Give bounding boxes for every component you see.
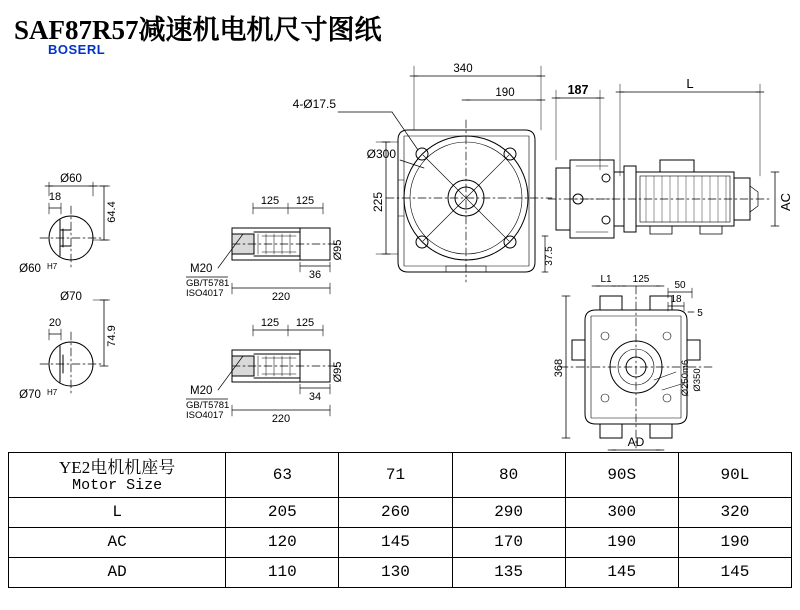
brand-logo: BOSERL (48, 42, 106, 57)
label-hub2-34: 34 (308, 391, 322, 403)
cell-AD-90S: 145 (565, 558, 678, 588)
cell-L-71: 260 (339, 498, 452, 528)
label-hub1-220: 220 (271, 291, 291, 303)
hub-assembly-2 (218, 325, 340, 416)
label-dim-225: 225 (371, 191, 385, 213)
table-header-size-4: 90L (678, 453, 791, 498)
label-shaft1-h7: H7 (47, 262, 58, 271)
table-header-size-1: 71 (339, 453, 452, 498)
table-row (9, 498, 792, 528)
label-dim-190: 190 (495, 87, 515, 99)
label-shaft1-dia60h7: Ø60 (19, 263, 41, 275)
page-title: SAF87R57减速机电机尺寸图纸 (14, 15, 382, 45)
label-shaft2-dia70h7: Ø70 (19, 389, 41, 401)
label-dim-18: 18 (670, 294, 682, 305)
label-hub2-std2: ISO4017 (186, 410, 224, 421)
cell-AD-63: 110 (226, 558, 339, 588)
label-dim-340: 340 (453, 63, 473, 75)
label-dim-AD: AD (627, 435, 645, 449)
label-hub1-dia95: Ø95 (332, 239, 344, 261)
label-hub1-m20: M20 (190, 263, 213, 275)
header-label-cn: YE2电机机座号 (59, 457, 176, 477)
table-row (9, 558, 792, 588)
cell-L-90S: 300 (565, 498, 678, 528)
label-dia-250m6: Ø250m6 (680, 359, 691, 397)
header-label-en: Motor Size (72, 476, 163, 494)
table-row (9, 528, 792, 558)
label-shaft1-18: 18 (48, 191, 62, 203)
label-hub2-220: 220 (271, 413, 291, 425)
cell-L-80: 290 (452, 498, 565, 528)
label-hub1-std1: GB/T5781 (186, 278, 230, 289)
label-hub1-36: 36 (308, 269, 322, 281)
label-dim-L: L (686, 76, 694, 91)
label-dim-AC: AC (778, 192, 793, 212)
row-label-AD: AD (9, 558, 226, 588)
label-dim-187: 187 (567, 83, 589, 97)
label-hub2-std1: GB/T5781 (186, 400, 230, 411)
cell-L-90L: 320 (678, 498, 791, 528)
cell-AC-90S: 190 (565, 528, 678, 558)
label-dim-L1: L1 (600, 274, 612, 285)
label-hub2-m20: M20 (190, 385, 213, 397)
label-dim-125: 125 (632, 274, 650, 285)
label-shaft1-dia60: Ø60 (60, 173, 82, 185)
label-hub2-125a: 125 (260, 317, 280, 329)
motor-size-table (8, 452, 792, 588)
label-4xdia17-5: 4-Ø17.5 (292, 97, 336, 111)
cell-AC-90L: 190 (678, 528, 791, 558)
label-dim-368: 368 (553, 358, 565, 378)
label-hub1-125a: 125 (260, 195, 280, 207)
label-dim-37-5: 37.5 (544, 246, 555, 266)
table-header-size-2: 80 (452, 453, 565, 498)
label-dim-5: 5 (697, 308, 703, 319)
label-dia-300: Ø300 (366, 147, 396, 161)
label-shaft1-64-4: 64.4 (106, 201, 118, 223)
cell-AC-63: 120 (226, 528, 339, 558)
cell-AD-71: 130 (339, 558, 452, 588)
label-dia-350: Ø350 (692, 368, 703, 392)
label-hub2-dia95: Ø95 (332, 361, 344, 383)
cell-AC-71: 145 (339, 528, 452, 558)
hub-assembly-1 (218, 203, 340, 294)
row-label-AC: AC (9, 528, 226, 558)
table-header-size-0: 63 (226, 453, 339, 498)
table-header-label (9, 453, 226, 498)
cell-AD-90L: 145 (678, 558, 791, 588)
cell-L-63: 205 (226, 498, 339, 528)
label-hub1-125b: 125 (295, 195, 315, 207)
gear-motor-side-view (548, 160, 779, 238)
label-shaft2-h7: H7 (47, 388, 58, 397)
row-label-L: L (9, 498, 226, 528)
label-dim-50: 50 (674, 280, 686, 291)
cell-AC-80: 170 (452, 528, 565, 558)
table-header-row (9, 453, 792, 498)
cell-AD-80: 135 (452, 558, 565, 588)
label-shaft2-20: 20 (48, 317, 62, 329)
table-header-size-3: 90S (565, 453, 678, 498)
label-shaft2-74-9: 74.9 (106, 325, 118, 347)
label-hub2-125b: 125 (295, 317, 315, 329)
label-shaft2-dia70: Ø70 (60, 291, 82, 303)
label-hub1-std2: ISO4017 (186, 288, 224, 299)
